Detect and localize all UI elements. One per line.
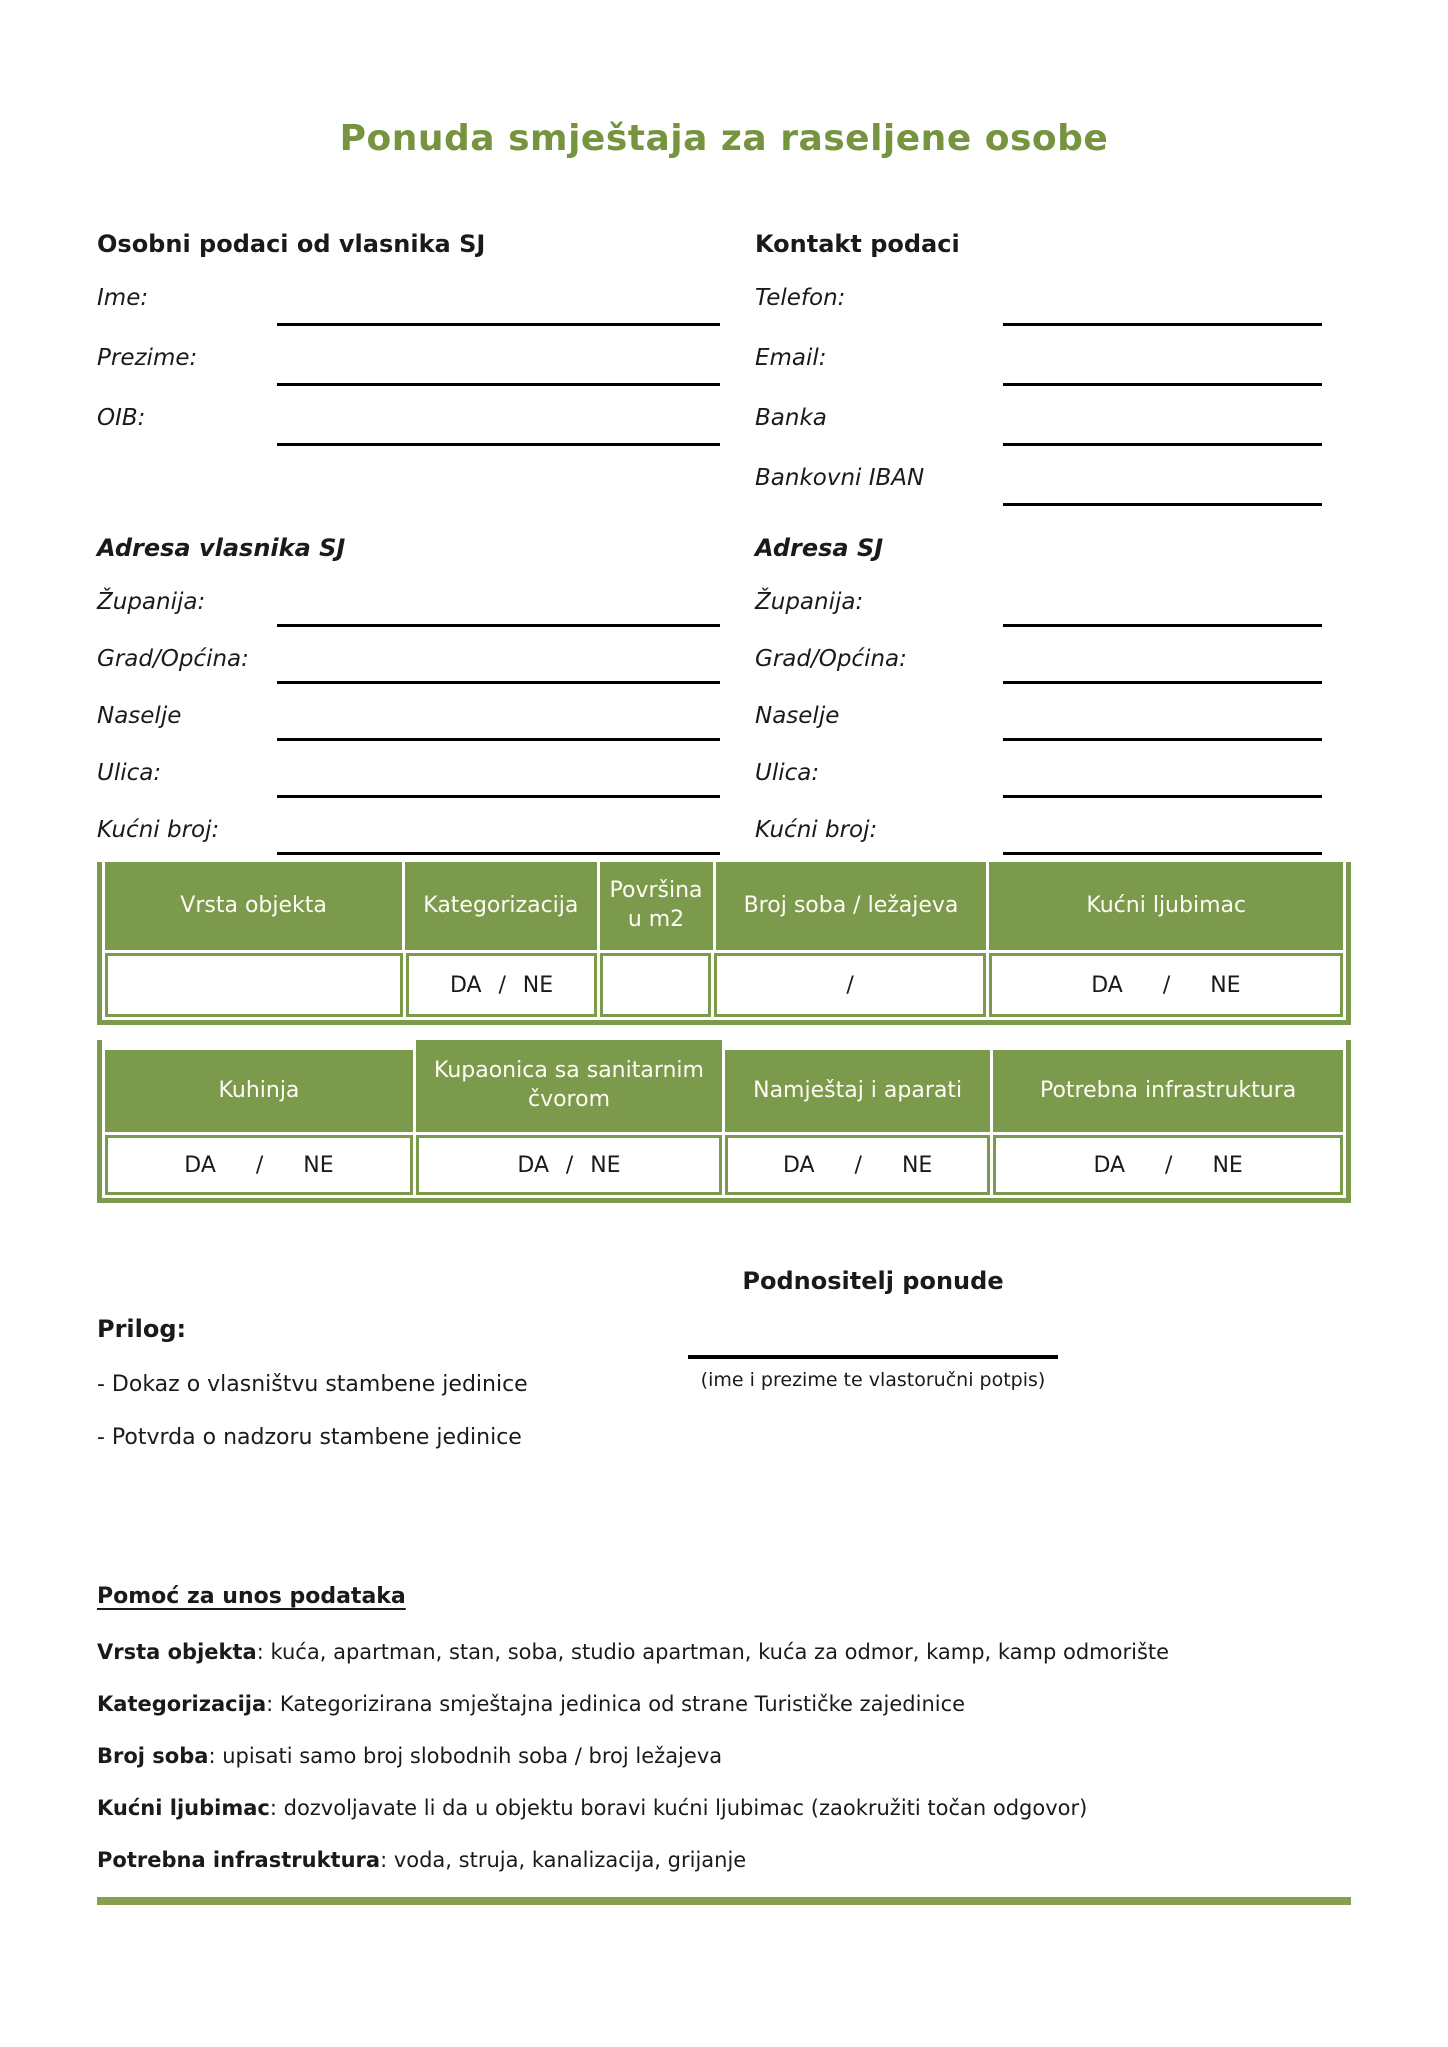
- field-fill-line-oib[interactable]: [277, 393, 720, 446]
- field-fill-line-ime[interactable]: [277, 273, 720, 326]
- address-section: [97, 533, 1351, 862]
- header-namjestaj: Namještaj i aparati: [725, 1050, 990, 1132]
- owner-data-section: [97, 229, 720, 513]
- field-label-prezime: Prezime:: [97, 345, 198, 371]
- cell-broj-soba[interactable]: /: [714, 953, 985, 1017]
- field-label-grad-2: Grad/Općina:: [755, 646, 907, 672]
- field-row-kucnibroj-1: [97, 805, 720, 862]
- field-label-banka: Banka: [755, 405, 827, 431]
- help-line-infrastruktura: [97, 1849, 1351, 1872]
- field-fill-line-telefon[interactable]: [1003, 273, 1322, 326]
- owner-address-section: [97, 533, 720, 862]
- help-text-kategorizacija: Kategorizirana smještajna jedinica od strane Turističke zajedinice: [279, 1692, 966, 1717]
- cell-povrsina[interactable]: [600, 953, 711, 1017]
- cell-kategorizacija-da-ne[interactable]: DA / NE: [406, 953, 598, 1017]
- field-fill-line-grad-1[interactable]: [277, 634, 720, 684]
- amenities-answer-row: [105, 1135, 1343, 1195]
- help-line-kategorizacija: [97, 1693, 1351, 1716]
- field-label-ime: Ime:: [97, 285, 149, 311]
- help-line-broj-soba: [97, 1745, 1351, 1768]
- field-row-ime: [97, 273, 720, 333]
- field-row-banka: [755, 393, 1322, 453]
- owner-section-heading: Osobni podaci od vlasnika SJ: [97, 230, 486, 258]
- field-row-zupanija-2: [755, 577, 1322, 634]
- help-text-broj-soba: upisati samo broj slobodnih soba / broj ležajeva: [222, 1744, 723, 1769]
- header-kupaonica: Kupaonica sa sanitarnim čvorom: [416, 1040, 722, 1132]
- help-sep-3: :: [208, 1744, 223, 1769]
- contact-data-section: [755, 229, 1322, 513]
- help-term-vrsta: Vrsta objekta: [97, 1640, 257, 1664]
- field-row-telefon: [755, 273, 1322, 333]
- field-row-iban: [755, 453, 1322, 513]
- field-fill-line-iban[interactable]: [1003, 453, 1322, 506]
- help-line-vrsta: [97, 1641, 1351, 1664]
- field-row-prezime: [97, 333, 720, 393]
- field-row-zupanija-1: [97, 577, 720, 634]
- bottom-rule: [97, 1897, 1351, 1905]
- field-label-naselje-1: Naselje: [97, 703, 182, 729]
- field-fill-line-kucnibroj-1[interactable]: [277, 805, 720, 855]
- cell-namjestaj-da-ne[interactable]: DA / NE: [725, 1135, 990, 1195]
- field-label-ulica-1: Ulica:: [97, 760, 162, 786]
- help-sep-5: :: [380, 1848, 394, 1873]
- field-fill-line-email[interactable]: [1003, 333, 1322, 386]
- field-label-ulica-2: Ulica:: [755, 760, 820, 786]
- help-sep-1: :: [256, 1640, 271, 1664]
- cell-vrsta-objekta[interactable]: [105, 953, 403, 1017]
- header-kuhinja: Kuhinja: [105, 1050, 413, 1132]
- help-sep-4: :: [269, 1796, 284, 1821]
- field-label-kucnibroj-1: Kućni broj:: [97, 817, 220, 843]
- help-text-infrastruktura: voda, struja, kanalizacija, grijanje: [393, 1848, 747, 1873]
- field-fill-line-zupanija-1[interactable]: [277, 577, 720, 627]
- page-title: Ponuda smještaja za raseljene osobe: [339, 118, 1109, 159]
- cell-kuhinja-da-ne[interactable]: DA / NE: [105, 1135, 413, 1195]
- attachment-item-2: - Potvrda o nadzoru stambene jedinice: [97, 1425, 522, 1450]
- help-text-ljubimac: dozvoljavate li da u objektu boravi kućni ljubimac (zaokružiti točan odgovor): [283, 1796, 1088, 1821]
- field-row-naselje-2: [755, 691, 1322, 748]
- help-term-infrastruktura: Potrebna infrastruktura: [97, 1848, 381, 1873]
- signature-caption: (ime i prezime te vlastoručni potpis): [700, 1369, 1046, 1391]
- unit-address-heading: Adresa SJ: [755, 534, 884, 562]
- personal-contact-section: [97, 229, 1351, 513]
- field-row-grad-2: [755, 634, 1322, 691]
- header-kategorizacija: Kategorizacija: [405, 862, 596, 950]
- field-row-grad-1: [97, 634, 720, 691]
- field-label-zupanija-2: Županija:: [755, 589, 864, 615]
- field-fill-line-naselje-2[interactable]: [1003, 691, 1322, 741]
- help-sep-2: :: [266, 1692, 280, 1717]
- field-fill-line-banka[interactable]: [1003, 393, 1322, 446]
- signature-attachments-section: [97, 1267, 1351, 1502]
- field-row-oib: [97, 393, 720, 453]
- field-label-email: Email:: [755, 345, 827, 371]
- cell-infrastruktura-da-ne[interactable]: DA / NE: [993, 1135, 1343, 1195]
- field-fill-line-ulica-2[interactable]: [1003, 748, 1322, 798]
- field-label-oib: OIB:: [97, 405, 146, 431]
- signature-heading: Podnositelj ponude: [742, 1267, 1004, 1295]
- field-row-ulica-2: [755, 748, 1322, 805]
- help-term-broj-soba: Broj soba: [97, 1744, 209, 1769]
- header-vrsta-objekta: Vrsta objekta: [105, 862, 402, 950]
- header-infrastruktura: Potrebna infrastruktura: [993, 1050, 1343, 1132]
- unit-address-section: [755, 533, 1322, 862]
- field-fill-line-naselje-1[interactable]: [277, 691, 720, 741]
- field-label-iban: Bankovni IBAN: [755, 465, 925, 491]
- help-section: [97, 1584, 1351, 1905]
- help-line-ljubimac: [97, 1797, 1351, 1820]
- owner-address-heading: Adresa vlasnika SJ: [97, 534, 346, 562]
- attachments-heading: Prilog:: [97, 1315, 187, 1343]
- field-row-naselje-1: [97, 691, 720, 748]
- field-row-ulica-1: [97, 748, 720, 805]
- object-details-table: [97, 862, 1351, 1025]
- field-fill-line-zupanija-2[interactable]: [1003, 577, 1322, 627]
- signature-fill-line[interactable]: [688, 1355, 1058, 1359]
- field-label-kucnibroj-2: Kućni broj:: [755, 817, 878, 843]
- help-term-ljubimac: Kućni ljubimac: [97, 1796, 270, 1821]
- field-label-zupanija-1: Županija:: [97, 589, 206, 615]
- field-row-kucnibroj-2: [755, 805, 1322, 862]
- field-fill-line-kucnibroj-2[interactable]: [1003, 805, 1322, 855]
- header-broj-soba: Broj soba / ležajeva: [716, 862, 987, 950]
- object-details-header-row: [105, 862, 1343, 950]
- cell-kupaonica-da-ne[interactable]: DA / NE: [416, 1135, 722, 1195]
- help-heading: Pomoć za unos podataka: [97, 1584, 406, 1609]
- cell-kucni-ljubimac-da-ne[interactable]: DA / NE: [989, 953, 1343, 1017]
- field-label-telefon: Telefon:: [755, 285, 846, 311]
- field-fill-line-prezime[interactable]: [277, 333, 720, 386]
- field-fill-line-grad-2[interactable]: [1003, 634, 1322, 684]
- help-term-kategorizacija: Kategorizacija: [97, 1692, 267, 1717]
- field-label-grad-1: Grad/Općina:: [97, 646, 249, 672]
- field-row-email: [755, 333, 1322, 393]
- attachment-item-1: - Dokaz o vlasništvu stambene jedinice: [97, 1372, 528, 1397]
- field-label-naselje-2: Naselje: [755, 703, 840, 729]
- header-kucni-ljubimac: Kućni ljubimac: [989, 862, 1343, 950]
- field-fill-line-ulica-1[interactable]: [277, 748, 720, 798]
- object-details-answer-row: [105, 953, 1343, 1017]
- header-povrsina: Površina u m2: [600, 862, 713, 950]
- contact-section-heading: Kontakt podaci: [755, 230, 960, 258]
- amenities-header-row: [105, 1040, 1343, 1132]
- amenities-table: [97, 1040, 1351, 1203]
- help-text-vrsta: kuća, apartman, stan, soba, studio apartman, kuća za odmor, kamp, kamp odmorište: [270, 1640, 1170, 1664]
